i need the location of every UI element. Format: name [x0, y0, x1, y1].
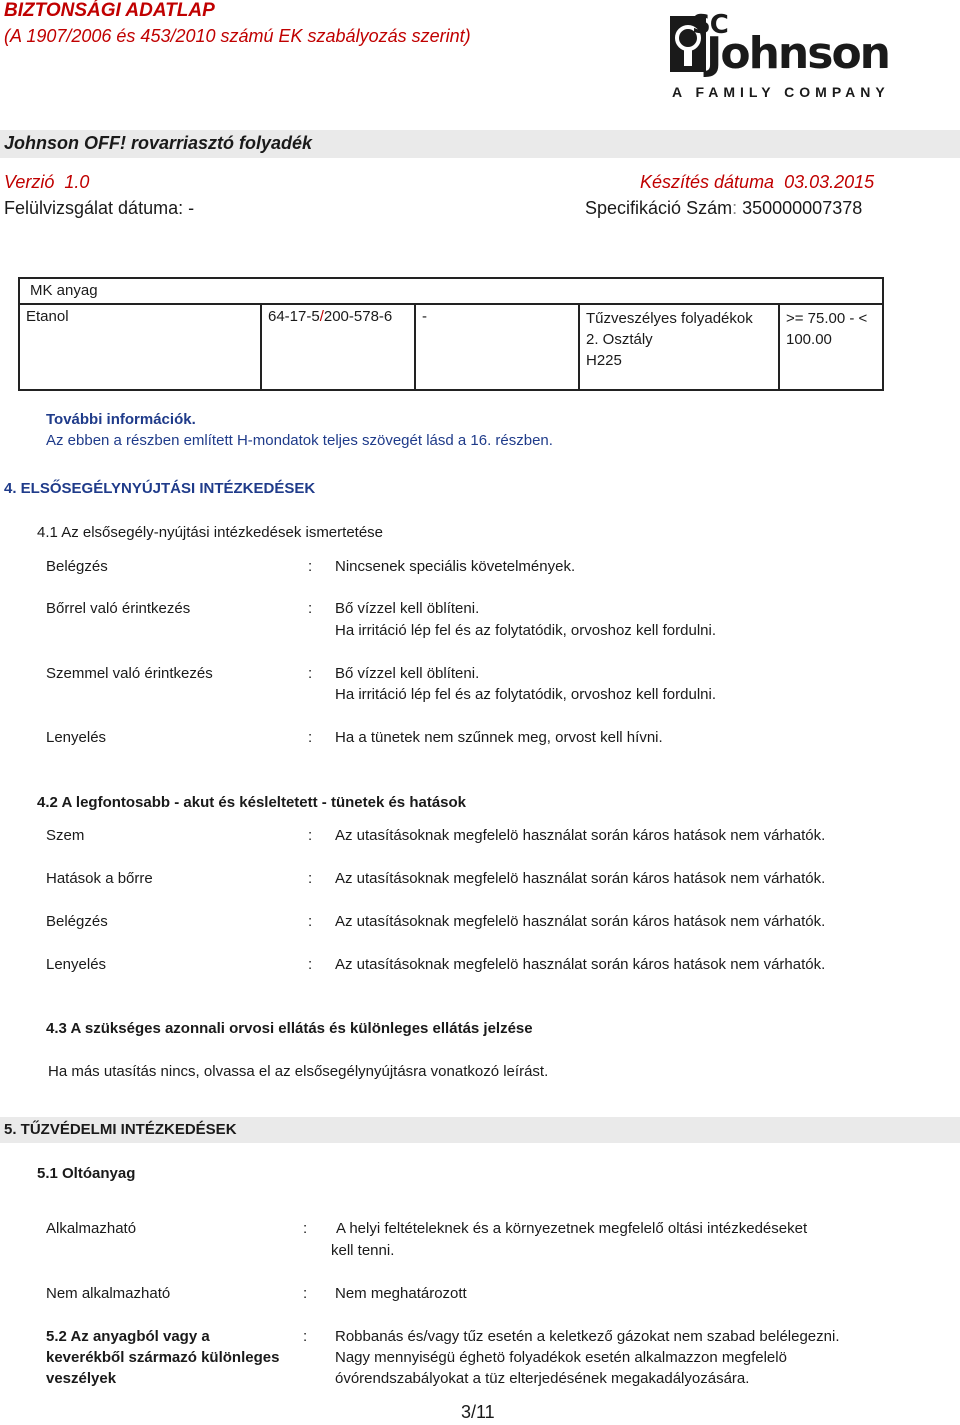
- regulation-subtitle: (A 1907/2006 és 453/2010 számú EK szabályozás szerint): [4, 26, 471, 46]
- section-4-3-text: Ha más utasítás nincs, olvassa el az elsősegélynyújtásra vonatkozó leírást.: [48, 1063, 549, 1080]
- s41-label: Lenyelés: [46, 729, 107, 746]
- spec-label: Specifikáció: [585, 198, 682, 218]
- colon: :: [308, 956, 313, 973]
- version-label: Verzió: [4, 172, 55, 192]
- colon: :: [303, 1285, 308, 1302]
- spec-value: 350000007378: [742, 198, 863, 218]
- suitable-label: Alkalmazható: [46, 1220, 137, 1237]
- logo-sc-text: SC: [692, 10, 728, 40]
- s41-text: Nincsenek speciális követelmények.: [335, 558, 576, 575]
- s42-label: Hatások a bőrre: [46, 870, 153, 887]
- section-5-1-title: 5.1 Oltóanyag: [37, 1165, 136, 1182]
- revision-line: Felülvizsgálat dátuma: -: [4, 198, 195, 218]
- section-4-title: 4. ELSŐSEGÉLYNYÚJTÁSI INTÉZKEDÉSEK: [4, 480, 316, 497]
- s42-label: Szem: [46, 827, 85, 844]
- s41-text: Bő vízzel kell öblíteni.: [335, 600, 480, 617]
- suitable-text: A helyi feltételeknek és a környezetnek megfelelő oltási intézkedéseket: [336, 1220, 808, 1237]
- s42-label: Lenyelés: [46, 956, 107, 973]
- s42-text: Az utasításoknak megfelelö használat során káros hatások nem várhatók.: [335, 827, 826, 844]
- spec-num-label: Szám: [686, 198, 733, 218]
- section-4-2-title: 4.2 A legfontosabb - akut és késleltetett - tünetek és hatások: [37, 794, 467, 811]
- section-5-2-label: 5.2 Az anyagból vagy a: [46, 1328, 210, 1345]
- cas-ec-numbers: 64-17-5/200-578-6: [261, 304, 415, 390]
- s42-label: Belégzés: [46, 913, 108, 930]
- unsuitable-label: Nem alkalmazható: [46, 1285, 171, 1302]
- concentration: [779, 304, 883, 390]
- section-5-2-label: veszélyek: [46, 1370, 117, 1387]
- hazard-text: óvórendszabályokat a tüz elterjedésének megakadályozására.: [335, 1370, 750, 1387]
- product-name: Johnson OFF! rovarriasztó folyadék: [4, 133, 313, 153]
- logo-tagline: A FAMILY COMPANY: [672, 84, 890, 100]
- ec-number: 200-578-6: [323, 308, 393, 325]
- composition-table: [18, 277, 884, 391]
- s41-label: Szemmel való érintkezés: [46, 665, 213, 682]
- prepared-label: Készítés dátuma: [640, 172, 775, 192]
- colon: :: [303, 1328, 308, 1345]
- table-header-cell: MK anyag: [19, 278, 883, 304]
- company-logo: [668, 8, 890, 108]
- colon: :: [308, 827, 313, 844]
- prepared-line: [640, 172, 874, 193]
- table-row: [19, 304, 883, 390]
- s41-text: Ha irritáció lép fel és az folytatódik, orvoshoz kell fordulni.: [335, 686, 717, 703]
- concentration-line: 100.00: [786, 331, 832, 348]
- index-number: -: [415, 304, 579, 390]
- s41-label: Bőrrel való érintkezés: [46, 600, 191, 617]
- suitable-text: kell tenni.: [331, 1242, 395, 1259]
- further-info-text: Az ebben a részben említett H-mondatok teljes szövegét lásd a 16. részben.: [46, 432, 553, 449]
- version-value: 1.0: [64, 172, 90, 192]
- version-line: [4, 172, 89, 193]
- section-4-3-title: 4.3 A szükséges azonnali orvosi ellátás és különleges ellátás jelzése: [46, 1020, 533, 1037]
- prepared-value: 03.03.2015: [784, 172, 875, 192]
- cas-number: 64-17-5: [268, 308, 320, 325]
- further-info-title: További információk.: [46, 411, 196, 428]
- colon: :: [308, 870, 313, 887]
- colon: :: [308, 913, 313, 930]
- page-number: 3/11: [461, 1402, 495, 1422]
- substance-name: Etanol: [19, 304, 261, 390]
- classification: [579, 304, 779, 390]
- colon: :: [308, 558, 313, 575]
- hazard-text: Nagy mennyiségü éghetö folyadékok esetén alkalmazzon megfelelö: [335, 1349, 787, 1366]
- s42-text: Az utasításoknak megfelelö használat során káros hatások nem várhatók.: [335, 913, 826, 930]
- hazard-text: Robbanás és/vagy tűz esetén a keletkező gázokat nem szabad belélegezni.: [335, 1328, 840, 1345]
- s41-text: Ha irritáció lép fel és az folytatódik, orvoshoz kell fordulni.: [335, 622, 717, 639]
- document-title: BIZTONSÁGI ADATLAP: [4, 0, 215, 21]
- colon: :: [308, 665, 313, 682]
- section-5-2-label: keverékből származó különleges: [46, 1349, 280, 1366]
- colon: :: [308, 729, 313, 746]
- concentration-line: >= 75.00 - <: [786, 310, 868, 327]
- classification-line: H225: [586, 352, 622, 369]
- spec-line: Specifikáció Szám: 350000007378: [585, 198, 863, 218]
- unsuitable-text: Nem meghatározott: [335, 1285, 467, 1302]
- s41-text: Ha a tünetek nem szűnnek meg, orvost kell hívni.: [335, 729, 663, 746]
- classification-line: 2. Osztály: [586, 331, 653, 348]
- table-header-row: [19, 278, 883, 304]
- section-4-1-title: 4.1 Az elsősegély-nyújtási intézkedések ismertetése: [37, 524, 384, 541]
- s42-text: Az utasításoknak megfelelö használat során káros hatások nem várhatók.: [335, 870, 826, 887]
- s41-label: Belégzés: [46, 558, 108, 575]
- s42-text: Az utasításoknak megfelelö használat során káros hatások nem várhatók.: [335, 956, 826, 973]
- section-5-title: 5. TŰZVÉDELMI INTÉZKEDÉSEK: [4, 1121, 237, 1138]
- classification-line: Tűzveszélyes folyadékok: [586, 310, 753, 327]
- s41-text: Bő vízzel kell öblíteni.: [335, 665, 480, 682]
- colon: :: [308, 600, 313, 617]
- colon: :: [303, 1220, 308, 1237]
- logo-johnson-text: Johnson: [706, 28, 889, 79]
